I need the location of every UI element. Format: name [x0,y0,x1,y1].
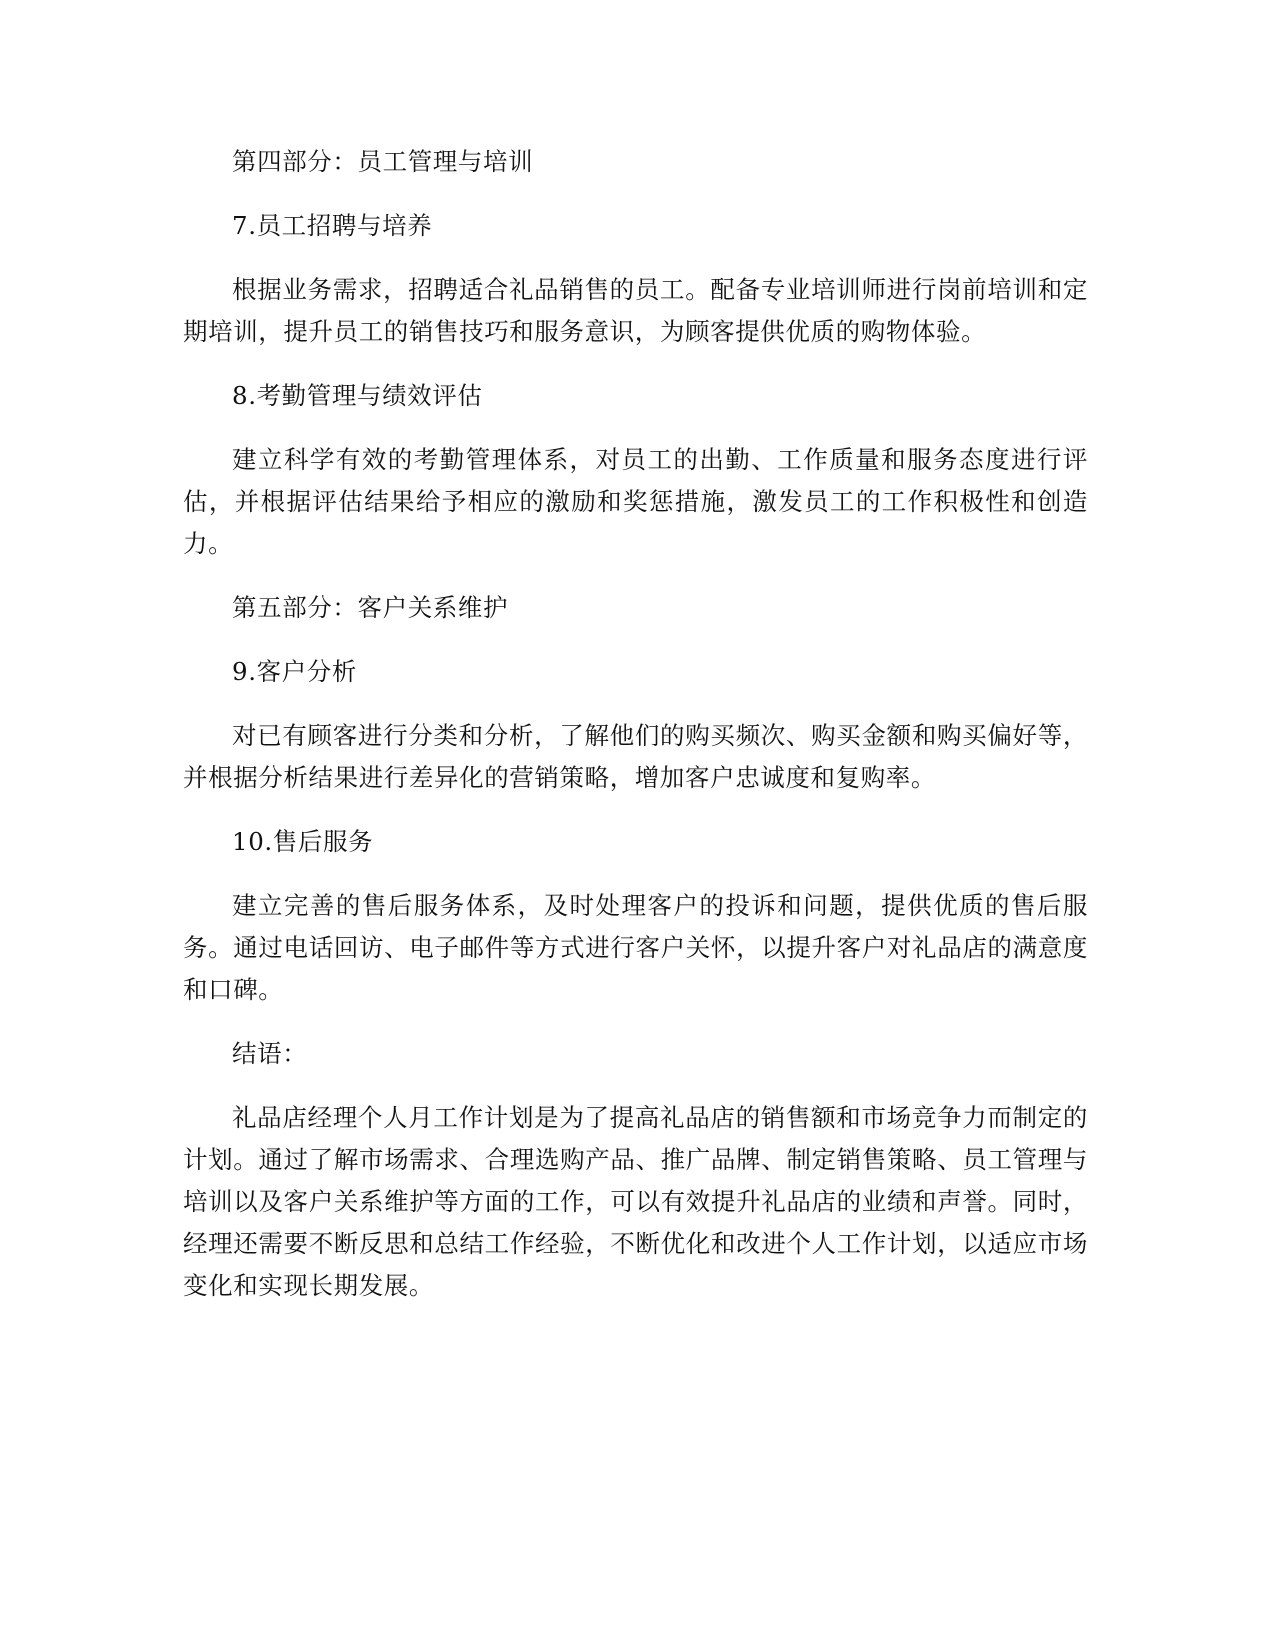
heading-conclusion: 结语： [232,1039,308,1068]
section-heading-part-four: 第四部分：员工管理与培训 [232,147,534,176]
subheading-recruitment: 7.员工招聘与培养 [232,211,433,240]
paragraph-attendance: 建立科学有效的考勤管理体系，对员工的出勤、工作质量和服务态度进行评估，并根据评估结果给予相应的激励和奖惩措施，激发员工的工作积极性和创造力。 [183,445,1088,558]
subheading-customer-analysis: 9.客户分析 [232,657,357,686]
paragraph-recruitment: 根据业务需求，招聘适合礼品销售的员工。配备专业培训师进行岗前培训和定期培训，提升员工的销售技巧和服务意识，为顾客提供优质的购物体验。 [183,275,1088,346]
paragraph-conclusion: 礼品店经理个人月工作计划是为了提高礼品店的销售额和市场竞争力而制定的计划。通过了解市场需求、合理选购产品、推广品牌、制定销售策略、员工管理与培训以及客户关系维护等方面的工作，可以有效提升礼品店的业绩和声誉。同时，经理还需要不断反思和总结工作经验，不断优化和改进个人工作计划，以适应市场变化和实现长期发展。 [183,1103,1088,1300]
document-page [183,141,1088,1307]
paragraph-after-sales: 建立完善的售后服务体系，及时处理客户的投诉和问题，提供优质的售后服务。通过电话回访、电子邮件等方式进行客户关怀，以提升客户对礼品店的满意度和口碑。 [183,891,1088,1004]
paragraph-customer-analysis: 对已有顾客进行分类和分析，了解他们的购买频次、购买金额和购买偏好等，并根据分析结果进行差异化的营销策略，增加客户忠诚度和复购率。 [183,721,1088,792]
subheading-after-sales: 10.售后服务 [232,827,374,856]
section-heading-part-five: 第五部分：客户关系维护 [232,593,509,622]
subheading-attendance: 8.考勤管理与绩效评估 [232,381,483,410]
